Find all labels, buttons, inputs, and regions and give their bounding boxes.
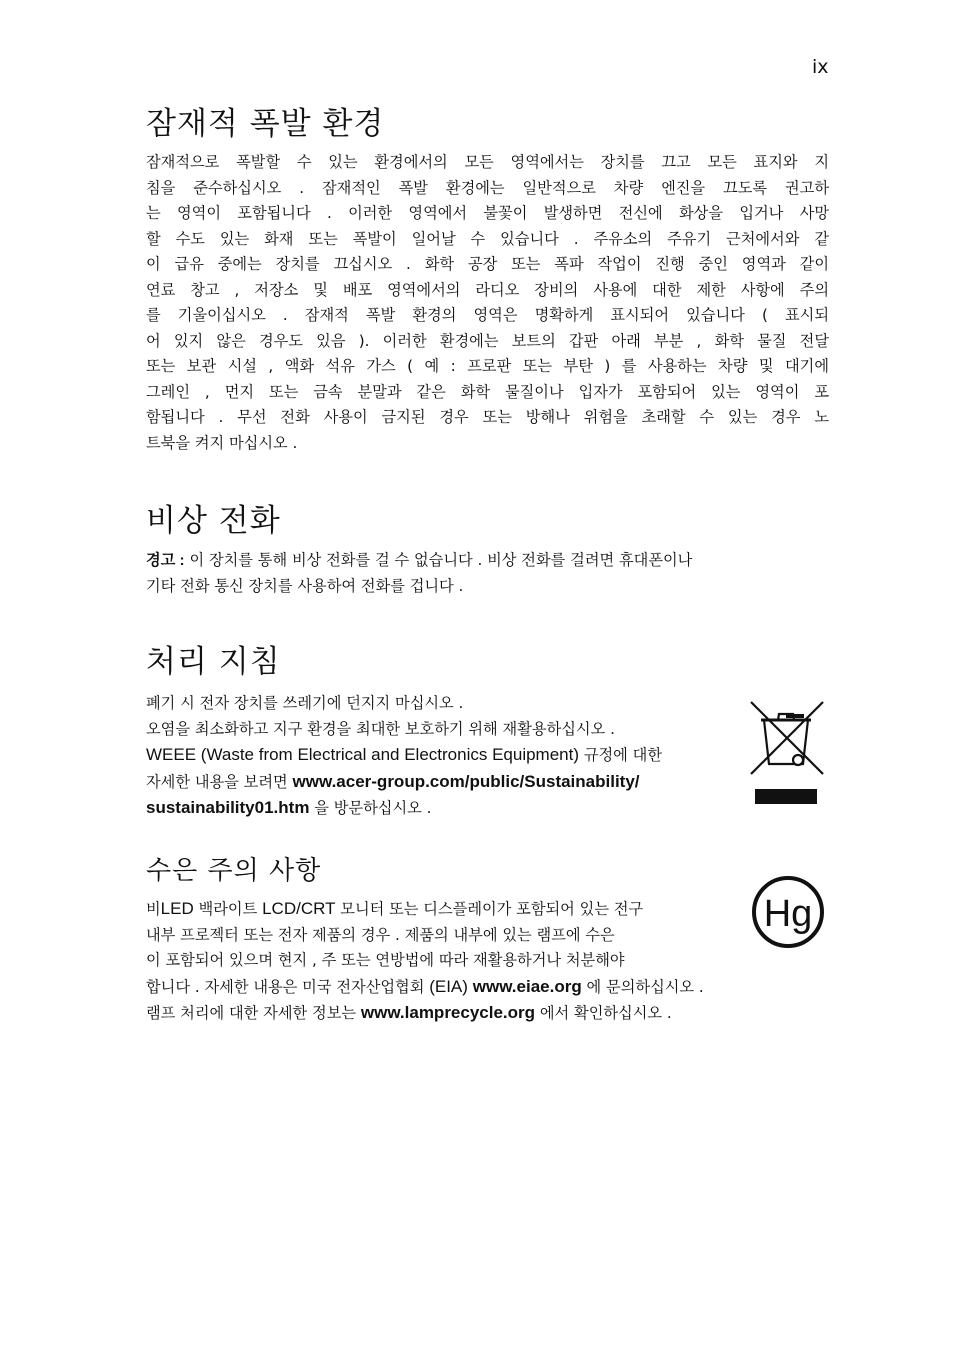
- text-line: 연료 창고 , 저장소 및 배포 영역에서의 라디오 장비의 사용에 대한 제한 사항에 주의: [146, 280, 829, 299]
- text-line: sustainability01.htm 을 방문하십시오 .: [146, 798, 432, 817]
- text-line: 램프 처리에 대한 자세한 정보는 www.lamprecycle.org 에서 확인하십시오 .: [146, 1003, 672, 1022]
- text-line: 기타 전화 통신 장치를 사용하여 전화를 겁니다 .: [146, 576, 464, 595]
- text-line: 내부 프로젝터 또는 전자 제품의 경우 . 제품의 내부에 있는 램프에 수은: [146, 925, 615, 944]
- text-line: 트북을 켜지 마십시오 .: [146, 433, 298, 452]
- mercury-advisory-text: [146, 896, 826, 1027]
- acer-sustainability-link-cont[interactable]: sustainability01.htm: [146, 798, 310, 817]
- disposal-instructions-text: [146, 691, 736, 822]
- text-line: 를 기울이십시오 . 잠재적 폭발 환경의 영역은 명확하게 표시되어 있습니다 ( 표시되: [146, 306, 829, 324]
- text-line: 그레인 , 먼지 또는 금속 분말과 같은 화학 물질이나 입자가 포함되어 있는 영역이 포: [146, 382, 829, 401]
- mercury-hg-icon: [750, 874, 826, 950]
- text-line: 침을 준수하십시오 . 잠재적인 폭발 환경에는 일반적으로 차량 엔진을 끄도록 권고하: [146, 178, 829, 197]
- emergency-calls-text: [146, 548, 829, 599]
- disposal-instructions-title: 처리 지침: [146, 644, 281, 680]
- hg-label: Hg: [763, 893, 813, 935]
- text-line: 경고 : 이 장치를 통해 비상 전화를 걸 수 없습니다 . 비상 전화를 걸려면 휴대폰이나: [146, 551, 693, 569]
- mercury-advisory-title: 수은 주의 사항: [146, 856, 322, 886]
- weee-crossed-bin-icon: [748, 698, 826, 806]
- text-line: 폐기 시 전자 장치를 쓰레기에 던지지 마십시오 .: [146, 694, 464, 712]
- text-line: 할 수도 있는 화재 또는 폭발이 일어날 수 있습니다 . 주유소의 주유기 근처에서와 같: [146, 229, 829, 248]
- explosive-environment-title: 잠재적 폭발 환경: [146, 106, 385, 142]
- explosive-environment-text: [146, 150, 829, 456]
- lamprecycle-link[interactable]: www.lamprecycle.org: [360, 1003, 536, 1022]
- acer-sustainability-link[interactable]: www.acer-group.com/public/Sustainability/: [292, 771, 640, 791]
- page-number: ix: [812, 56, 829, 78]
- text-line: 함됩니다 . 무선 전화 사용이 금지된 경우 또는 방해나 위험을 초래할 수 있는 경우 노: [146, 408, 829, 426]
- warning-label: 경고 :: [146, 552, 185, 569]
- text-line: 이 급유 중에는 장치를 끄십시오 . 화학 공장 또는 폭파 작업이 진행 중인 영역과 같이: [146, 255, 829, 273]
- text-line: 잠재적으로 폭발할 수 있는 환경에서의 모든 영역에서는 장치를 끄고 모든 표지와 지: [146, 153, 829, 171]
- text-line: 또는 보관 시설 , 액화 석유 가스 ( 예 : 프로판 또는 부탄 ) 를 사용하는 차량 및 대기에: [146, 357, 829, 375]
- text-line: 자세한 내용을 보려면 www.acer-group.com/public/Sustainability/: [146, 771, 640, 791]
- text-line: 는 영역이 포함됩니다 . 이러한 영역에서 불꽃이 발생하면 전신에 화상을 입거나 사망: [146, 204, 829, 222]
- text-line: 이 포함되어 있으며 현지 , 주 또는 연방법에 따라 재활용하거나 처분해야: [146, 951, 625, 969]
- text-line: 오염을 최소화하고 지구 환경을 최대한 보호하기 위해 재활용하십시오 .: [146, 719, 615, 738]
- text-line: 비LED 백라이트 LCD/CRT 모니터 또는 디스플레이가 포함되어 있는 전구: [146, 899, 644, 918]
- text-line: 합니다 . 자세한 내용은 미국 전자산업협회 (EIA) www.eiae.org 에 문의하십시오 .: [146, 976, 704, 996]
- eiae-link[interactable]: www.eiae.org: [472, 976, 582, 996]
- emergency-calls-title: 비상 전화: [146, 503, 281, 539]
- text-line: 어 있지 않은 경우도 있음 ). 이러한 환경에는 보트의 갑판 아래 부분 , 화학 물질 전달: [146, 331, 829, 350]
- text-line: WEEE (Waste from Electrical and Electronics Equipment) 규정에 대한: [146, 745, 663, 764]
